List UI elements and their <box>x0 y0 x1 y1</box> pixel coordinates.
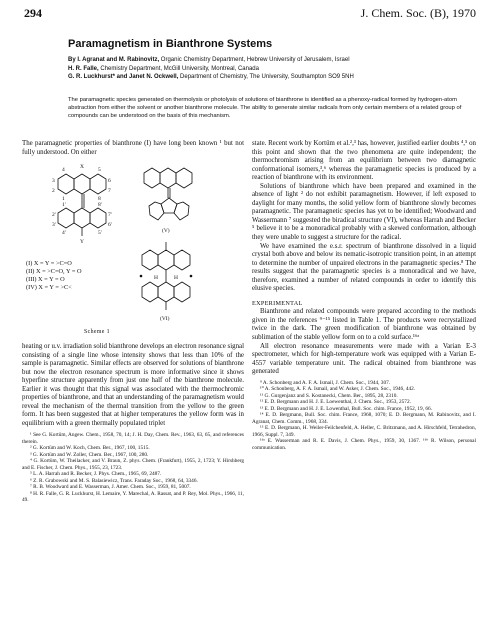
right-para-2: Solutions of bianthrone which have been prepared and examined in the absence of light ² do not exhibit paramagnetism. However, if left exposed to daylight for many months, the solid yellow form of bianthrone slowly becomes paramagnetic. The paramagnetic species has yet to be identified; Woodward and Wassermann ⁷ suggested the biradical structure (VI), whereas Harrah and Becker ⁵ believe it to be a monoradical probably with a skewed conformation, although they were unable to suggest a structure for the radical. <box>252 182 476 242</box>
formula-i: (I) X = Y = >C=O <box>26 260 72 267</box>
formula-ii: (II) X = >C=O, Y = O <box>26 268 82 275</box>
right-para-4: Bianthrone and related compounds were prepared according to the methods given in the references ⁹⁻¹⁵ listed in Table 1. The products were recrystallized twice in the dark. The green modification of bianthrone was obtained by sublimation of the stable yellow form on to a cold surface.¹⁶ᵃ <box>252 308 476 342</box>
experimental-heading: EXPERIMENTAL <box>252 299 303 307</box>
formula-key <box>26 260 82 292</box>
position-2: 2 <box>52 188 55 194</box>
bianthrone-structure-diagram <box>22 160 244 342</box>
position-4: 4 <box>62 167 65 173</box>
affiliation-2: Chemistry Department, McGill University, Montreal, Canada <box>100 65 259 72</box>
author-names-1: By I. Agranat and M. Rabinovitz, <box>68 57 160 63</box>
ring-upper-left <box>58 174 74 194</box>
position-8p: 8' <box>98 202 102 208</box>
footnotes-right <box>252 380 476 452</box>
journal-citation: J. Chem. Soc. (B), 1970 <box>360 6 476 20</box>
footnote: ⁴ G. Kortüm, W. Theilacker, and V. Braun, Z. phys. Chem. (Frankfurt), 1955, 2, 1723; Y. Hirshberg and E. Fischer, J. Chem. Phys., 1955, 23, 1723. <box>22 458 244 471</box>
page-number: 294 <box>24 6 42 20</box>
article-title: Paramagnetism in Bianthrone Systems <box>68 38 273 50</box>
footnote: ⁹ A. Schonberg and A. F. A. Ismail, J. Chem. Soc., 1944, 307. <box>260 379 391 386</box>
footnote: ⁸ H. R. Falle, G. R. Luckhurst, H. Lemaire, Y. Marechal, A. Rassat, and P. Rey, Mol. Phys., 1966, 11, 49. <box>22 490 244 504</box>
scheme-caption: Scheme 1 <box>84 329 110 335</box>
position-6: 6 <box>108 178 111 184</box>
atom-y-label: Y <box>80 239 84 245</box>
left-body-text: heating or u.v. irradiation solid bianthrone develops an electron resonance signal consisting of a single line whose intensity shows that less than 10% of the sample is paramagnetic. Similar effects are observed for solutions of bianthrone but now the electron resonance spectrum is more informative since it shows hyperfine structure apparently from just one half of the bianthrone molecule. Earlier it was thought that this signal was associated with the thermochromic properties of bianthrone, and that an understanding of the paramagnetism would reveal the mechanism of the thermal transition from the yellow to the green form. It has been suggested that at higher temperatures the yellow form was in equilibrium with a green thermally populated triplet <box>22 343 244 427</box>
footnote: ² G. Kortüm and W. Koch, Chem. Ber., 1967, 100, 1515. <box>30 445 150 452</box>
footnote: ⁵ L. A. Harrah and R. Becker, J. Phys. Chem., 1965, 69, 2487. <box>30 471 162 478</box>
position-6p: 6' <box>108 222 112 228</box>
position-7p: 7' <box>108 212 112 218</box>
affiliation-3: Department of Chemistry, The University, Southampton SO9 5NH <box>180 74 354 80</box>
footnote: ¹⁶ᵃ E. Wasserman and R. E. Davis, J. Chem. Phys., 1959, 30, 1367. ¹⁶ᵇ R. Wilson, personal communication. <box>252 438 476 451</box>
footnote: ⁶ Z. R. Grabowski and M. S. Balasiewicz, Trans. Faraday Soc., 1968, 64, 3346. <box>30 477 198 484</box>
right-para-5: All electron resonance measurements were made with a Varian E-3 spectrometer, which for high-temperature work was equipped with a Varian E-4557 variable temperature unit. The radical obtained from bianthrone was generated <box>252 342 476 376</box>
position-1: 1 <box>62 196 65 202</box>
abstract: The paramagnetic species generated on thermolysis or photolysis of solutions of bianthrone is identified as a phenoxy-radical formed by hydrogen-atom abstraction from either the solvent or another bianthrone molecule. The ability to generate similar radicals from only certain members of a related group of compounds can be understood on the basis of this mechanism. <box>68 97 462 120</box>
ring-lower-left <box>58 208 74 228</box>
right-para-3: We have examined the e.s.r. spectrum of bianthrone dissolved in a liquid crystal both above and below its nematic-isotropic transition point, in an attempt to determine the number of unpaired electrons in the paramagnetic species.⁸ The results suggest that the paramagnetic species is a monoradical and we have, therefore, examined a number of related compounds in order to identify this elusive species. <box>252 242 476 293</box>
right-para-1: state. Recent work by Kortüm et al.²,³ has, however, justified earlier doubts ⁴,⁵ on this point and shown that the two phenomena are quite independent; the thermochromism arising from an equilibrium between two diamagnetic conformational isomers,³,⁶ whereas the paramagnetic species is produced by a reaction of bianthrone with its environment. <box>252 140 476 182</box>
formula-iv: (IV) X = Y = >C< <box>26 284 72 291</box>
footnote: ¹⁵ E. D. Bergmann, H. Weiler-Feilchenfeld, A. Heller, C. Britzmann, and A. Hirschfeld, Tetrahedron, 1966, Suppl. 7, 349. <box>252 425 476 438</box>
position-8: 8 <box>98 196 101 202</box>
hydrogen-label-left: H <box>154 275 158 281</box>
author-line-2 <box>68 65 473 74</box>
affiliation-1: Organic Chemistry Department, Hebrew University of Jerusalem, Israel <box>160 57 350 63</box>
author-line-3 <box>68 73 473 82</box>
position-4p: 4' <box>62 230 66 236</box>
position-7: 7 <box>108 188 111 194</box>
footnote: ⁷ R. B. Woodward and E. Wasserman, J. Amer. Chem. Soc., 1959, 81, 5007. <box>30 484 191 491</box>
right-column <box>252 140 476 451</box>
ring-lower-center <box>74 208 90 228</box>
author-names-2: H. R. Falle, <box>68 65 99 72</box>
footnote: ¹² E. D. Bergmann and H. J. E. Loewenthal, J. Chem. Soc., 1953, 2572. <box>260 399 411 406</box>
ring-lower-right <box>90 208 106 228</box>
position-3p: 3' <box>52 222 56 228</box>
running-header <box>24 6 476 22</box>
footnotes-left <box>22 432 244 504</box>
position-5p: 5' <box>98 230 102 236</box>
scheme-1 <box>22 160 244 342</box>
formula-iii: (III) X = Y = O <box>26 276 65 283</box>
intro-paragraph <box>22 140 244 157</box>
position-1p: 1' <box>62 202 66 208</box>
atom-x-label: X <box>80 164 84 170</box>
label-v: (V) <box>162 228 170 234</box>
ring-upper-right <box>90 174 106 194</box>
position-5: 5 <box>98 167 101 173</box>
footnote: ³ G. Kortüm and W. Zoller, Chem. Ber., 1967, 100, 280. <box>30 451 149 458</box>
author-names-3: G. R. Luckhurst* and Janet N. Ockwell, <box>68 74 179 80</box>
footnote: ¹³ E. D. Bergmann and H. J. E. Lowenthal, Bull. Soc. chim. France, 1952, 19, 66. <box>260 405 432 412</box>
ring-upper-center <box>74 174 90 194</box>
author-line-1 <box>68 56 473 65</box>
left-column-body <box>22 343 244 504</box>
footnote: ¹ See G. Kortüm, Angew. Chem., 1958, 70, 14; J. H. Day, Chem. Rev., 1963, 63, 65, and references therein. <box>22 432 244 445</box>
footnote: ¹⁰ A. Schonberg, A. F. A. Ismail, and W. Asker, J. Chem. Soc., 1946, 442. <box>260 386 416 393</box>
footnote: ¹¹ G. Gurgenjanz and S. Kostanecki, Chem. Ber., 1895, 28, 2310. <box>260 392 398 399</box>
hydrogen-label-right: H <box>174 275 178 281</box>
intro-text: The paramagnetic properties of bianthrone (I) have long been known ¹ but not fully understood. On either <box>22 140 244 156</box>
footnote: ¹⁴ E. D. Bergmann, Bull. Soc. chim. France, 1968, 1070; E. D. Bergmann, M. Rabinovitz, and I. Agranat, Chem. Comm., 1968, 334. <box>252 412 476 425</box>
author-block <box>68 56 473 82</box>
position-2p: 2' <box>52 212 56 218</box>
position-3: 3 <box>52 178 55 184</box>
label-vi: (VI) <box>160 316 170 322</box>
